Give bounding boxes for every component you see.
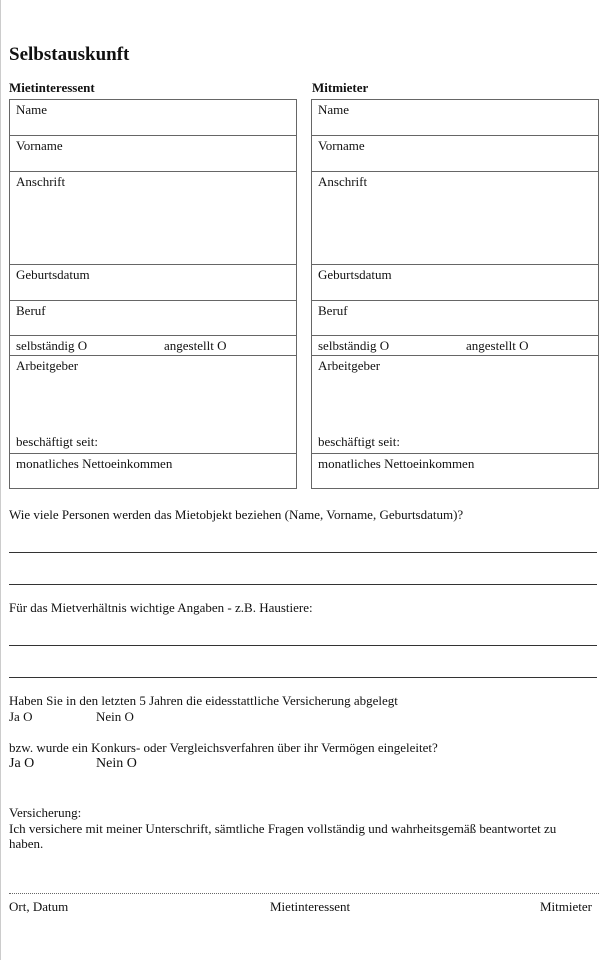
field-label: Arbeitgeber [16,358,79,373]
field-label: Anschrift [16,174,66,189]
eid-ja-option[interactable]: Ja O [9,709,33,724]
vorname-field[interactable] [312,136,598,172]
angestellt-option[interactable]: angestellt O [164,338,227,353]
geburtsdatum-field[interactable] [10,265,296,301]
employment-type-row [10,336,296,356]
answer-line[interactable] [9,677,597,678]
arbeitgeber-field[interactable] [312,356,598,454]
field-label: Geburtsdatum [318,267,392,282]
anschrift-field[interactable] [312,172,598,265]
mitmieter-table [311,99,599,489]
employment-type-row [312,336,598,356]
name-field[interactable] [10,100,296,136]
anschrift-field[interactable] [10,172,296,265]
signature-line[interactable] [9,893,599,894]
mitmieter-heading: Mitmieter [312,80,369,95]
einkommen-field[interactable] [312,454,598,489]
field-label: monatliches Nettoeinkommen [16,456,173,471]
eid-question: Haben Sie in den letzten 5 Jahren die eidesstattliche Versicherung abgelegt [9,693,398,708]
selbstaendig-option[interactable]: selbständig O [318,338,390,353]
versicherung-text-cont: haben. [9,836,44,851]
versicherung-text: Ich versichere mit meiner Unterschrift, sämtliche Fragen vollständig und wahrheitsgemäß beantwortet zu [9,821,557,836]
geburtsdatum-field[interactable] [312,265,598,301]
eid-nein-option[interactable]: Nein O [96,709,134,724]
einkommen-field[interactable] [10,454,296,489]
konkurs-nein-option[interactable]: Nein O [96,756,137,771]
arbeitgeber-field[interactable] [10,356,296,454]
persons-question: Wie viele Personen werden das Mietobjekt beziehen (Name, Vorname, Geburtsdatum)? [9,507,464,522]
selbstaendig-option[interactable]: selbständig O [16,338,88,353]
mietinteressent-table [9,99,297,489]
mietinteressent-heading: Mietinteressent [9,80,95,95]
field-label: Beruf [16,303,46,318]
konkurs-ja-option[interactable]: Ja O [9,756,35,771]
mietinteressent-signature-label: Mietinteressent [270,899,351,914]
angestellt-option[interactable]: angestellt O [466,338,529,353]
answer-line[interactable] [9,552,597,553]
ort-datum-label: Ort, Datum [9,899,69,914]
konkurs-question: bzw. wurde ein Konkurs- oder Vergleichsverfahren über ihr Vermögen eingeleitet? [9,740,438,755]
field-label: Name [16,102,48,117]
info-question: Für das Mietverhältnis wichtige Angaben - z.B. Haustiere: [9,600,313,615]
field-label: monatliches Nettoeinkommen [318,456,475,471]
answer-line[interactable] [9,645,597,646]
beruf-field[interactable] [312,301,598,336]
beschaeftigt-label: beschäftigt seit: [16,434,98,449]
field-label: Beruf [318,303,348,318]
name-field[interactable] [312,100,598,136]
versicherung-label: Versicherung: [9,805,82,820]
field-label: Geburtsdatum [16,267,90,282]
field-label: Vorname [16,138,63,153]
vorname-field[interactable] [10,136,296,172]
answer-line[interactable] [9,584,597,585]
field-label: Arbeitgeber [318,358,381,373]
mitmieter-signature-label: Mitmieter [540,899,592,914]
field-label: Anschrift [318,174,368,189]
beruf-field[interactable] [10,301,296,336]
field-label: Name [318,102,350,117]
field-label: Vorname [318,138,365,153]
beschaeftigt-label: beschäftigt seit: [318,434,400,449]
page-title: Selbstauskunft [9,44,130,65]
